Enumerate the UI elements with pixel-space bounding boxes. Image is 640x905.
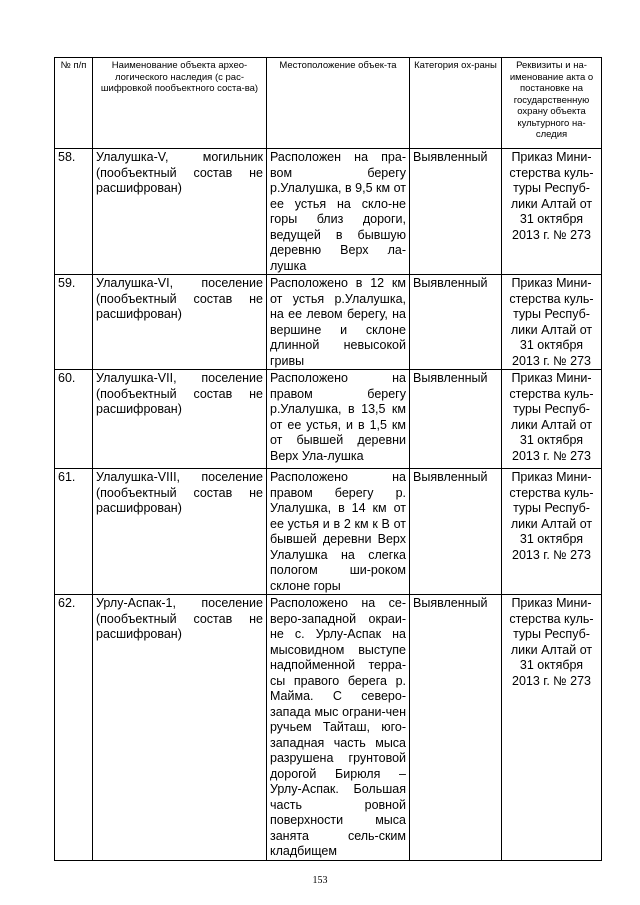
protection-act: Приказ Мини-стерства куль-туры Респуб-лики Алтай от 31 октября 2013 г. № 273 [502, 370, 602, 469]
header-location: Местоположение объек-та [267, 58, 410, 149]
table-row [55, 595, 602, 861]
object-location: Расположено на правом берегу р.Улалушка, в 13,5 км от ее устья, и в 1,5 км от бывшей деревни Верх Ула-лушка [267, 370, 410, 469]
table-row [55, 149, 602, 275]
table-row [55, 275, 602, 370]
header-act: Реквизиты и на-именование акта о постановке на государственную охрану объекта культурного на-следия [502, 58, 602, 149]
table-header-row [55, 58, 602, 149]
row-number: 60. [55, 370, 93, 469]
heritage-registry-table [54, 57, 602, 861]
protection-act: Приказ Мини-стерства куль-туры Респуб-лики Алтай от 31 октября 2013 г. № 273 [502, 595, 602, 861]
header-name: Наименование объекта архео-логического наследия (с рас-шифровкой пообъектного соста-ва) [93, 58, 267, 149]
protection-category: Выявленный [410, 469, 502, 595]
page-number: 153 [312, 875, 328, 886]
object-name: Урлу-Аспак-1, поселение (пообъектный состав не расшифрован) [93, 595, 267, 861]
object-location: Расположено на правом берегу р. Улалушка, в 14 км от ее устья и в 2 км к В от бывшей деревни Верх Улалушка на слегка пологом ши-роком склоне горы [267, 469, 410, 595]
row-number: 62. [55, 595, 93, 861]
object-name: Улалушка-V, могильник (пообъектный состав не расшифрован) [93, 149, 267, 275]
protection-category: Выявленный [410, 595, 502, 861]
object-name: Улалушка-VII, поселение (пообъектный состав не расшифрован) [93, 370, 267, 469]
row-number: 58. [55, 149, 93, 275]
protection-category: Выявленный [410, 370, 502, 469]
table-row [55, 370, 602, 469]
object-location: Расположен на пра-вом берегу р.Улалушка, в 9,5 км от ее устья на скло-не горы близ дороги, ведущей в бывшую деревню Верх ла-лушка [267, 149, 410, 275]
object-location: Расположено на се-веро-западной окраи-не с. Урлу-Аспак на мысовидном выступе надпойменной терра-сы правого берега р. Майма. С северо-запада мыс ограни-чен ручьем Тайташ, юго-западная часть мыса разрушена грунтовой дорогой Бирюля – Урлу-Аспак. Большая часть ровной поверхности мыса занята сель-ским кладбищем [267, 595, 410, 861]
protection-act: Приказ Мини-стерства куль-туры Респуб-лики Алтай от 31 октября 2013 г. № 273 [502, 275, 602, 370]
object-name: Улалушка-VIII, поселение (пообъектный состав не расшифрован) [93, 469, 267, 595]
header-category: Категория ох-раны [410, 58, 502, 149]
object-name: Улалушка-VI, поселение (пообъектный состав не расшифрован) [93, 275, 267, 370]
protection-category: Выявленный [410, 275, 502, 370]
header-num: № п/п [55, 58, 93, 149]
object-location: Расположено в 12 км от устья р.Улалушка, на ее левом берегу, на вершине и склоне длинной невысокой гривы [267, 275, 410, 370]
table-row [55, 469, 602, 595]
row-number: 61. [55, 469, 93, 595]
protection-act: Приказ Мини-стерства куль-туры Респуб-лики Алтай от 31 октября 2013 г. № 273 [502, 469, 602, 595]
protection-act: Приказ Мини-стерства куль-туры Респуб-лики Алтай от 31 октября 2013 г. № 273 [502, 149, 602, 275]
protection-category: Выявленный [410, 149, 502, 275]
row-number: 59. [55, 275, 93, 370]
